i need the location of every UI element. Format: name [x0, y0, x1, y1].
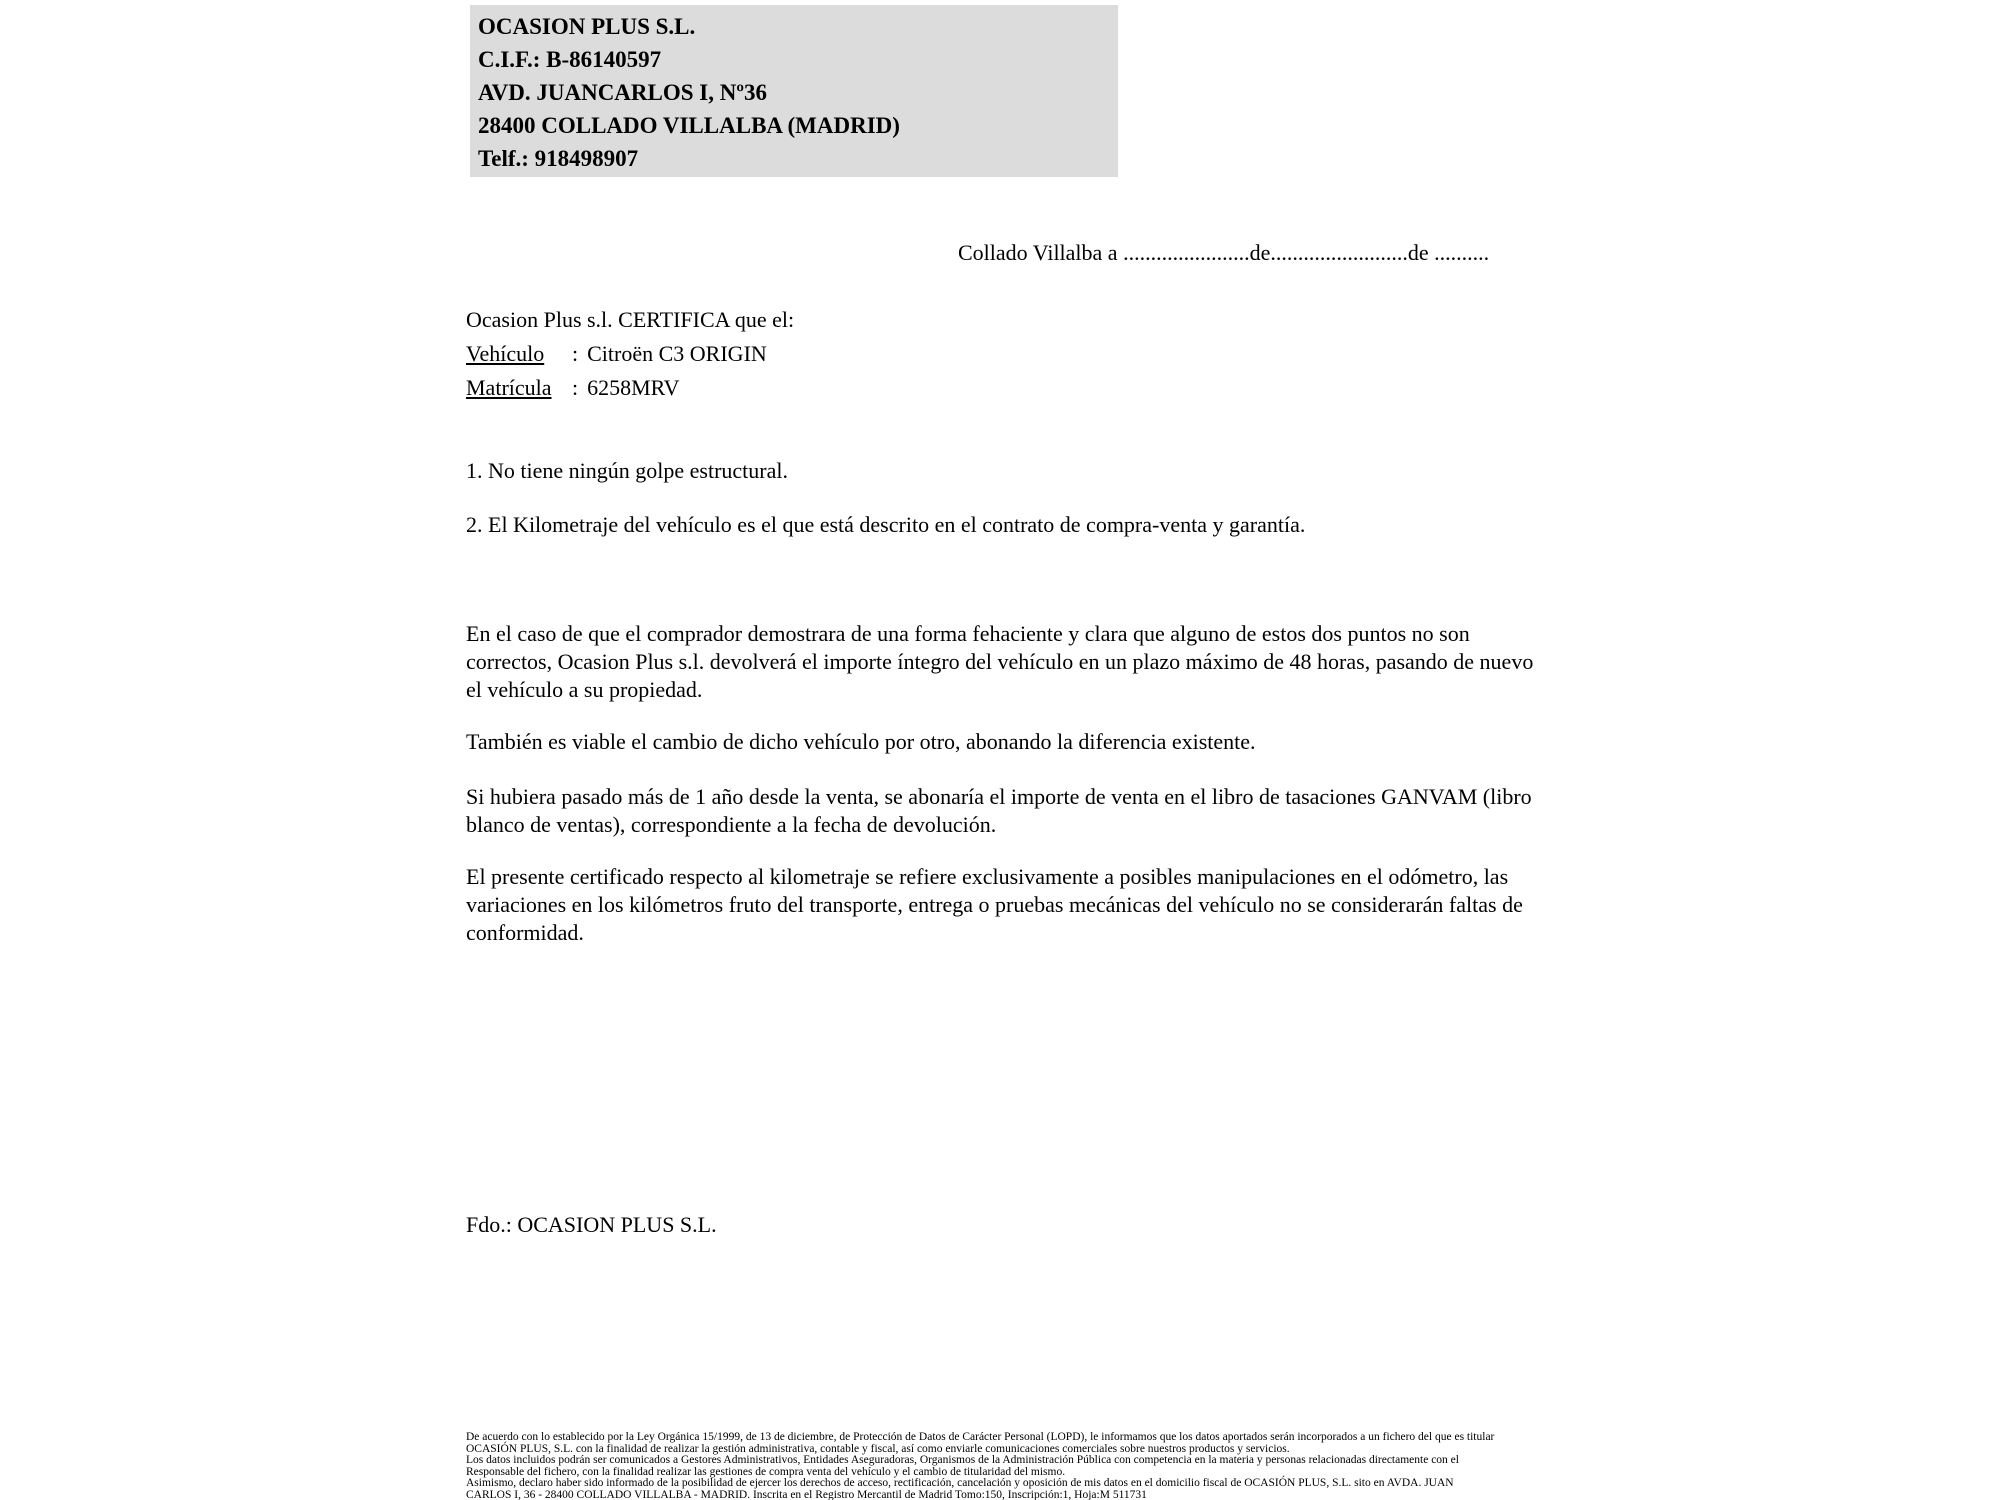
paragraph-refund-clause: En el caso de que el comprador demostrara de una forma fehaciente y clara que alguno de estos dos puntos no son correctos, Ocasion Plus s.l. devolverá el importe íntegro del vehículo en un plazo máximo de 48 horas, pasando de nuevo el vehículo a su propiedad.: [466, 621, 1534, 702]
footer-line-1: De acuerdo con lo establecido por la Ley Orgánica 15/1999, de 13 de diciembre, de Protección de Datos de Carácter Personal (LOPD), le informamos que los datos aportados serán incorporados a un fichero del que es titular: [466, 1431, 1495, 1443]
signature-line: Fdo.: OCASION PLUS S.L.: [466, 1212, 717, 1237]
company-city: 28400 COLLADO VILLALBA (MADRID): [478, 113, 900, 138]
legal-footer: [466, 1432, 1556, 1500]
company-header-box: [470, 5, 1118, 177]
footer-line-6: CARLOS I, 36 - 28400 COLLADO VILLALBA - MADRID. Inscrita en el Registro Mercantil de Madrid Tomo:150, Inscripción:1, Hoja:M 511731: [466, 1488, 1147, 1500]
plate-separator: :: [572, 375, 579, 400]
date-line: Collado Villalba a .......................de.........................de ..........: [958, 240, 1490, 265]
company-phone: Telf.: 918498907: [478, 146, 639, 171]
plate-value: 6258MRV: [587, 375, 680, 400]
company-name: OCASION PLUS S.L.: [478, 14, 696, 39]
footer-line-2: OCASIÓN PLUS, S.L. con la finalidad de realizar la gestión administrativa, contable y fiscal, así como enviarle comunicaciones comerciales sobre nuestros productos y servicios.: [466, 1442, 1290, 1455]
certification-block: [466, 303, 794, 405]
vehicle-value: Citroën C3 ORIGIN: [587, 341, 767, 366]
vehicle-row: [466, 337, 794, 371]
statement-2: 2. El Kilometraje del vehículo es el que está descrito en el contrato de compra-venta y garantía.: [466, 512, 1306, 537]
paragraph-odometer-clause: El presente certificado respecto al kilometraje se refiere exclusivamente a posibles manipulaciones en el odómetro, las variaciones en los kilómetros fruto del transporte, entrega o pruebas mecánicas del vehículo no se considerarán faltas de conformidad.: [466, 864, 1523, 945]
footer-line-4: Responsable del fichero, con la finalidad realizar las gestiones de compra venta del vehículo y el cambio de titularidad del mismo.: [466, 1465, 1066, 1478]
paragraph-ganvam-clause: Si hubiera pasado más de 1 año desde la venta, se abonaría el importe de venta en el libro de tasaciones GANVAM (libro blanco de ventas), correspondiente a la fecha de devolución.: [466, 784, 1532, 837]
certify-intro: Ocasion Plus s.l. CERTIFICA que el:: [466, 307, 795, 332]
plate-label: Matrícula: [466, 375, 552, 400]
footer-line-3: Los datos incluidos podrán ser comunicados a Gestores Administrativos, Entidades Aseguradoras, Organismos de la Administración Pública con competencia en la materia y personas relacionadas directamente con el: [466, 1454, 1459, 1467]
vehicle-separator: :: [572, 341, 579, 366]
company-cif: C.I.F.: B-86140597: [478, 47, 662, 72]
plate-row: [466, 371, 794, 405]
paragraph-exchange-clause: También es viable el cambio de dicho vehículo por otro, abonando la diferencia existente.: [466, 729, 1256, 754]
vehicle-label: Vehículo: [466, 341, 545, 366]
footer-line-5: Asimismo, declaro haber sido informado de la posibilidad de ejercer los derechos de acceso, rectificación, cancelación y oposición de mis datos en el domicilio fiscal de OCASIÓN PLUS, S.L. sito en AVDA. JUAN: [466, 1477, 1454, 1490]
company-address: AVD. JUANCARLOS I, Nº36: [478, 80, 767, 105]
statement-1: 1. No tiene ningún golpe estructural.: [466, 458, 788, 483]
